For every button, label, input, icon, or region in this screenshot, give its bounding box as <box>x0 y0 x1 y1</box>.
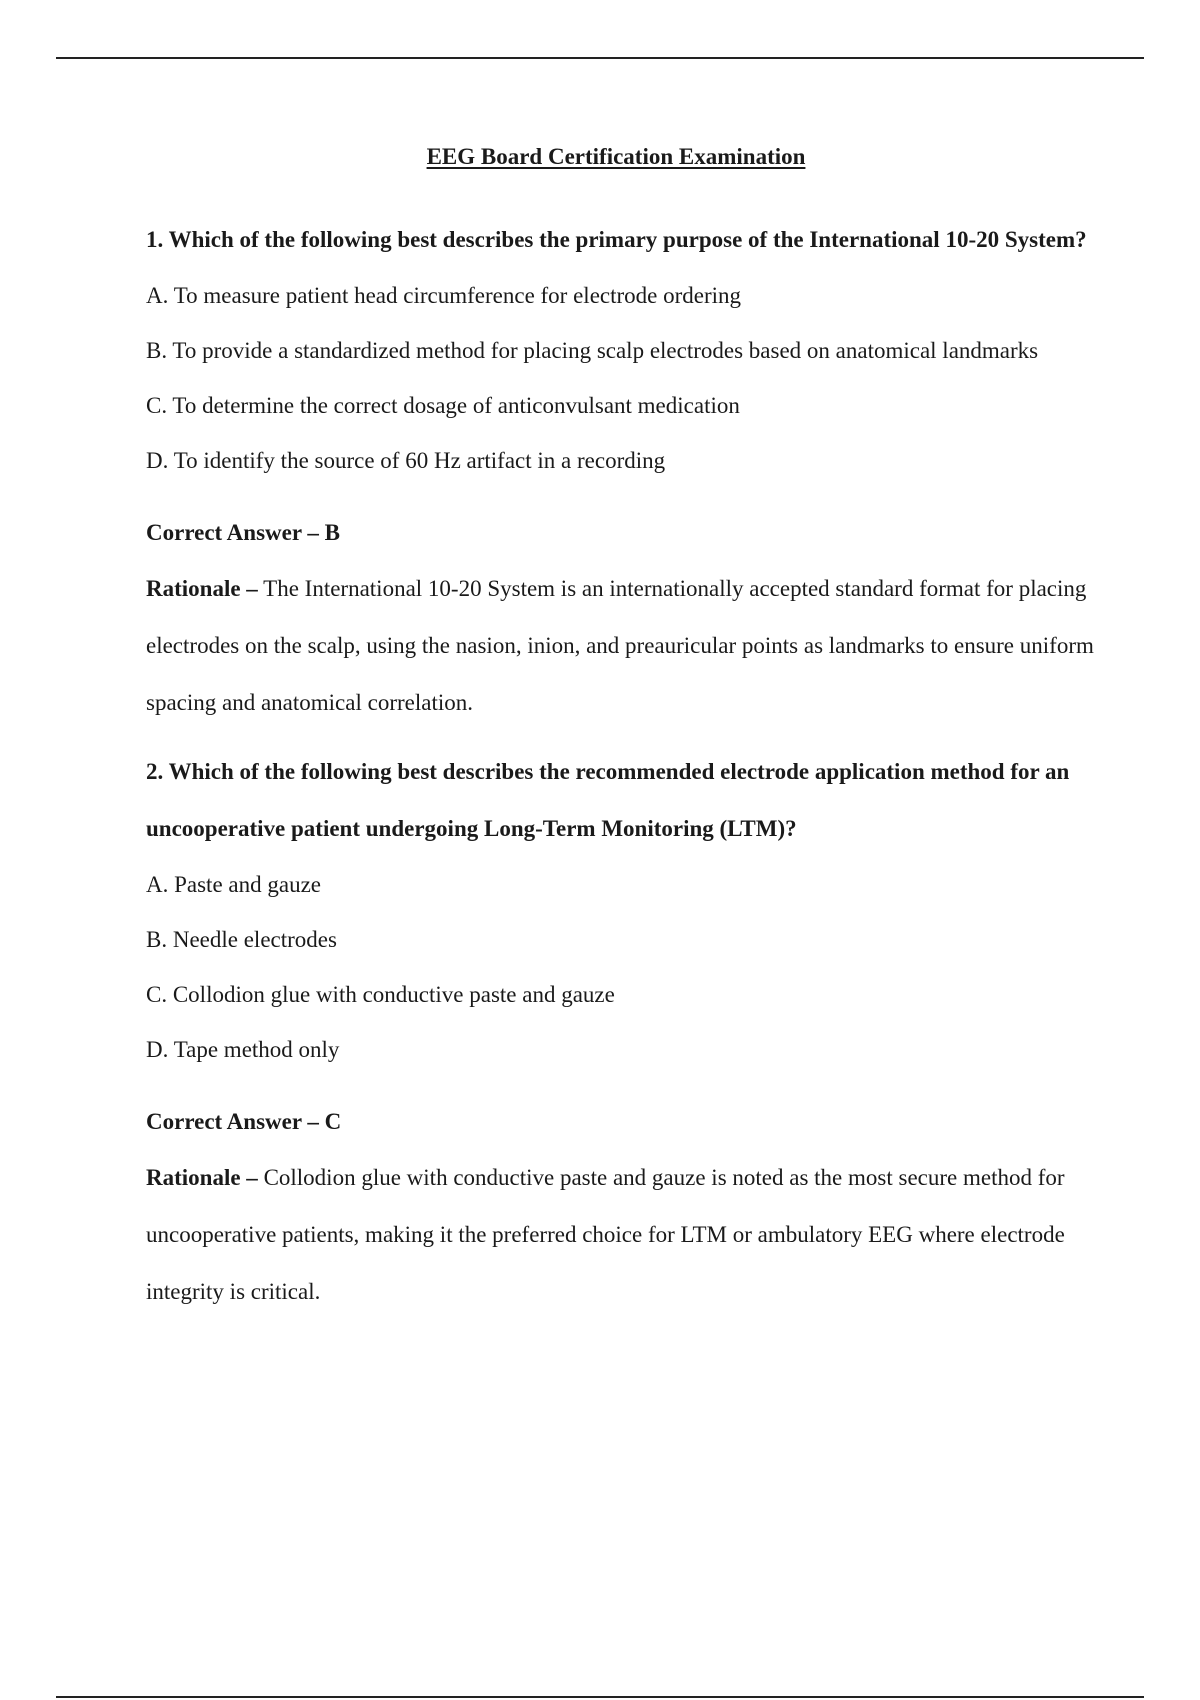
question-text: 2. Which of the following best describes the recommended electrode application method for an uncooperative patient undergoing Long-Term Monitoring (LTM)? <box>146 759 1070 841</box>
question-text: 1. Which of the following best describes the primary purpose of the International 10-20 System? <box>146 227 1087 252</box>
header-rule <box>56 57 1144 59</box>
exam-content <box>146 211 1096 1320</box>
rationale-label: Rationale – <box>146 576 258 601</box>
option-b: B. Needle electrodes <box>146 927 337 952</box>
rationale-label: Rationale – <box>146 1165 258 1190</box>
page-title-text: EEG Board Certification Examination <box>426 144 806 169</box>
correct-answer: Correct Answer – C <box>146 1109 342 1134</box>
option-c: C. To determine the correct dosage of anticonvulsant medication <box>146 393 740 418</box>
option-c: C. Collodion glue with conductive paste and gauze <box>146 982 615 1007</box>
option-a: A. To measure patient head circumference for electrode ordering <box>146 283 742 308</box>
rationale <box>146 560 1096 731</box>
rationale-text: Collodion glue with conductive paste and gauze is noted as the most secure method for uncooperative patients, making it the preferred choice for LTM or ambulatory EEG where electrode integrity is critical. <box>146 1165 1065 1304</box>
option-a: A. Paste and gauze <box>146 872 321 897</box>
rationale-text: The International 10-20 System is an internationally accepted standard format for placing electrodes on the scalp, using the nasion, inion, and preauricular points as landmarks to ensure uniform spacing and anatomical correlation. <box>146 576 1094 715</box>
page-title <box>0 144 1200 170</box>
footer-rule <box>56 1696 1144 1698</box>
option-d: D. Tape method only <box>146 1037 340 1062</box>
rationale <box>146 1149 1096 1320</box>
correct-answer: Correct Answer – B <box>146 520 340 545</box>
question-1 <box>146 211 1096 731</box>
option-b: B. To provide a standardized method for placing scalp electrodes based on anatomical landmarks <box>146 338 1039 363</box>
question-2 <box>146 743 1096 1320</box>
option-d: D. To identify the source of 60 Hz artifact in a recording <box>146 448 666 473</box>
